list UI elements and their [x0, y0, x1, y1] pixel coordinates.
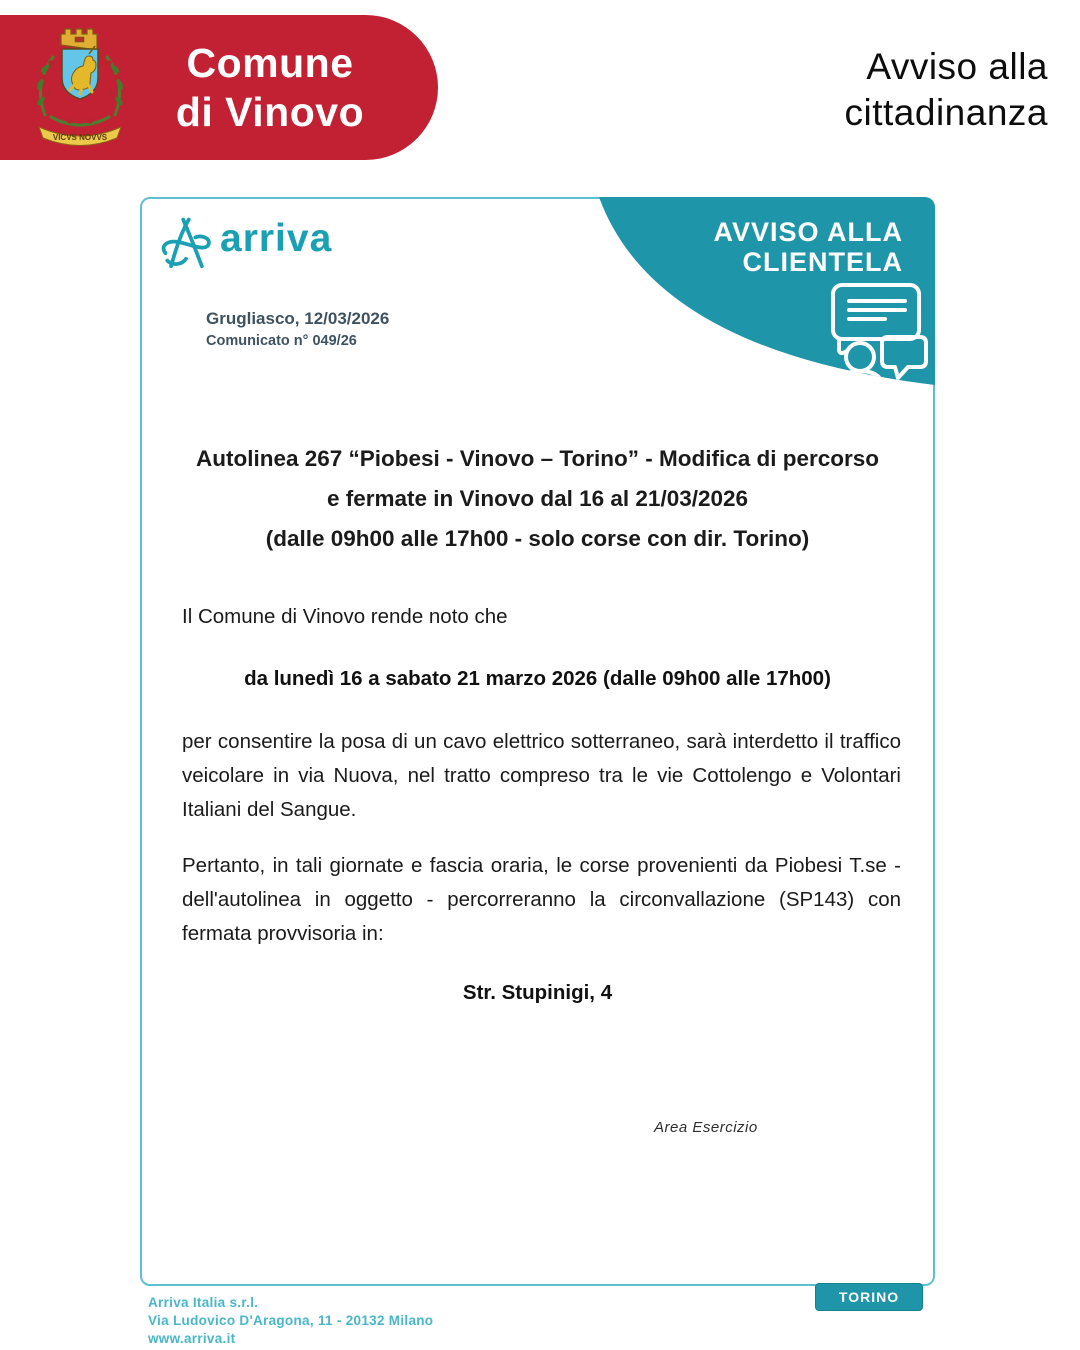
temporary-stop-address: Str. Stupinigi, 4: [462, 981, 613, 1004]
footer-company: Arriva Italia s.r.l.: [148, 1295, 259, 1310]
notice-page: [140, 197, 935, 1286]
intro-text: Il Comune di Vinovo rende noto che: [182, 605, 508, 628]
arriva-logo-wordmark: arriva: [220, 217, 333, 260]
citizen-notice-label: [845, 44, 1048, 136]
notice-title-line1: Autolinea 267 “Piobesi - Vinovo – Torino” - Modifica di percorso: [195, 446, 880, 471]
citizen-notice-line2: cittadinanza: [844, 92, 1048, 133]
municipality-title: [136, 39, 438, 137]
crest-motto: VICVS NOVVS: [52, 132, 108, 142]
footer-address: Via Ludovico D'Aragona, 11 - 20132 Milano: [148, 1313, 434, 1328]
footer-website: www.arriva.it: [148, 1331, 236, 1346]
vinovo-coat-of-arms-icon: [24, 23, 136, 153]
date-block: [206, 309, 389, 349]
reference-line: Comunicato n° 049/26: [206, 333, 357, 349]
citizen-notice-line1: Avviso alla: [866, 46, 1048, 87]
highlight-dates: da lunedì 16 a sabato 21 marzo 2026 (dalle 09h00 alle 17h00): [244, 667, 831, 690]
municipality-title-line2: di Vinovo: [175, 88, 365, 135]
arriva-logo-icon: [158, 211, 214, 273]
notice-title: [164, 439, 911, 559]
arriva-logo: [158, 211, 332, 273]
corner-banner-line1: AVVISO ALLA: [713, 217, 903, 247]
notice-title-line2: e fermate in Vinovo dal 16 al 21/03/2026: [326, 486, 749, 511]
date-line: Grugliasco, 12/03/2026: [206, 309, 390, 328]
body-paragraph-1: per consentire la posa di un cavo elettrico sotterraneo, sarà interdetto il traffico veicolare in via Nuova, nel tratto compreso tra le vie Cottolengo e Volontari Italiani del Sangue.: [182, 730, 901, 821]
notice-scan: [140, 197, 935, 1348]
corner-banner-line2: CLIENTELA: [742, 247, 903, 277]
notice-title-line3: (dalle 09h00 alle 17h00 - solo corse con dir. Torino): [265, 526, 810, 551]
region-badge-torino: TORINO: [815, 1283, 923, 1311]
municipality-banner: [0, 15, 438, 160]
municipality-title-line1: Comune: [186, 39, 354, 86]
signature-area-esercizio: Area Esercizio: [654, 1119, 758, 1136]
body-paragraph-2: Pertanto, in tali giornate e fascia oraria, le corse provenienti da Piobesi T.se - dell'autolinea in oggetto - percorreranno la circonvallazione (SP143) con fermata provvisoria in:: [182, 854, 901, 945]
corner-banner-text: [713, 217, 903, 277]
